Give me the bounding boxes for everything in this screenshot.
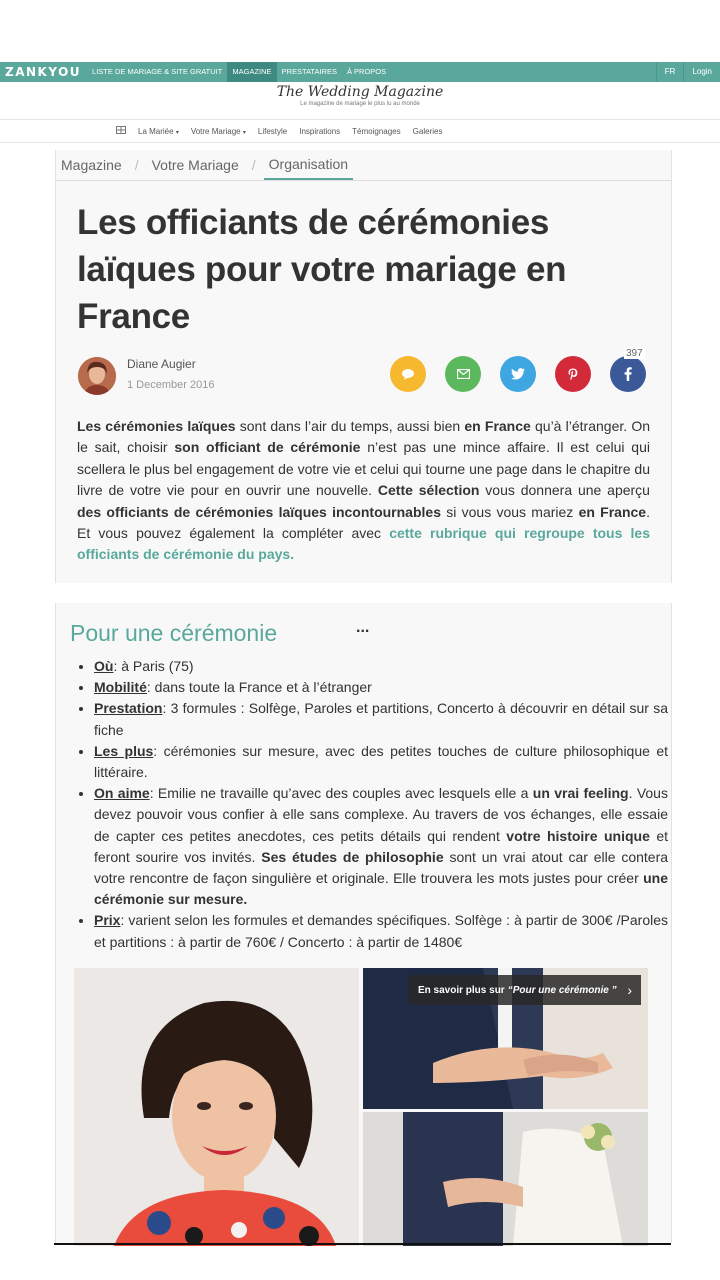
- breadcrumb-votre-mariage[interactable]: Votre Mariage: [151, 157, 239, 173]
- subnav-galeries[interactable]: Galeries: [412, 126, 443, 136]
- comment-icon[interactable]: [390, 356, 426, 392]
- grid-icon[interactable]: [116, 126, 126, 136]
- list-item: [94, 656, 668, 677]
- magazine-brand: [0, 84, 720, 107]
- email-icon[interactable]: [445, 356, 481, 392]
- bottom-divider: [54, 1243, 671, 1245]
- breadcrumb-separator: /: [134, 157, 139, 173]
- detail-key: Mobilité: [94, 679, 147, 696]
- breadcrumb-organisation[interactable]: Organisation: [264, 150, 353, 180]
- intro-text: vous donnera une aperçu: [479, 482, 650, 499]
- intro-bold: Cette sélection: [377, 482, 480, 499]
- detail-key: On aime: [94, 785, 150, 802]
- detail-value: : cérémonies sur mesure, avec des petites touches de culture philosophique et littéraire.: [94, 742, 668, 781]
- pinterest-icon[interactable]: [555, 356, 591, 392]
- magazine-title[interactable]: The Wedding Magazine: [276, 84, 444, 100]
- detail-bold: votre histoire unique: [506, 827, 650, 844]
- intro-text: si vous vous mariez: [440, 503, 579, 520]
- detail-key: Où: [94, 658, 114, 674]
- subnav-lifestyle[interactable]: Lifestyle: [257, 126, 288, 136]
- couple-hands-photo[interactable]: [363, 1112, 648, 1246]
- detail-value: : à Paris (75): [113, 658, 194, 674]
- facebook-icon[interactable]: [610, 356, 646, 392]
- breadcrumb-separator: /: [251, 157, 256, 173]
- detail-value: et feront sourire vos invités.: [94, 827, 668, 865]
- detail-value: : 3 formules : Solfège, Paroles et partitions, Concerto à découvrir en détail sur sa fiche: [94, 700, 668, 738]
- author-avatar[interactable]: [78, 357, 116, 395]
- see-more-label: En savoir plus sur: [418, 984, 505, 996]
- top-nav: [87, 62, 391, 82]
- login-link[interactable]: Login: [683, 62, 720, 82]
- chevron-down-icon: ▾: [242, 129, 246, 136]
- detail-value: sont un vrai atout car elle contera votre rencontre de façon singulière et originale. Elle trouvera les mots justes pour créer: [94, 848, 669, 887]
- article-intro: [77, 416, 650, 566]
- top-bar: [0, 62, 720, 82]
- subnav-votre-mariage[interactable]: [191, 127, 246, 136]
- intro-bold: son officiant de cérémonie: [174, 439, 361, 456]
- author-name[interactable]: Diane Augier: [127, 357, 196, 371]
- see-more-button[interactable]: [409, 975, 641, 1005]
- detail-bold: un vrai feeling: [532, 785, 629, 802]
- intro-text: qu’à l’étranger. On le sait, choisir: [77, 418, 650, 456]
- article-title: Les officiants de cérémonies laïques pour votre mariage en France: [77, 203, 567, 336]
- detail-key: Les plus: [94, 742, 154, 759]
- category-nav: [0, 119, 720, 143]
- breadcrumb-magazine[interactable]: Magazine: [61, 157, 122, 173]
- detail-bold: une cérémonie sur mesure.: [94, 870, 668, 908]
- intro-bold: des officiants de cérémonies laïques incontournables: [77, 503, 441, 520]
- magazine-subtitle: Le magazine de mariage le plus lu au monde: [300, 101, 420, 107]
- intro-bold: en France: [464, 418, 531, 434]
- list-item: [94, 677, 668, 698]
- detail-value: : varient selon les formules et demandes spécifiques. Solfège : à partir de 300€ /Paroles et partitions : à partir de 760€ / Concerto : à partir de 1480€: [94, 912, 668, 950]
- subnav-la-mariee[interactable]: [138, 127, 179, 136]
- chevron-right-icon: ›: [627, 982, 632, 998]
- subnav-label: Votre Mariage: [190, 126, 241, 136]
- nav-wedding-list[interactable]: LISTE DE MARIAGE & SITE GRATUIT: [92, 67, 223, 76]
- intro-text: n’est pas une mince affaire. Il est celui qui scellera le plus bel engagement de votre vie et celui qui tourne une page dans le chapitre du livre de votre vie pour en ouvrir une nouvelle.: [77, 439, 650, 499]
- intro-text: sont dans l’air du temps, aussi bien: [235, 418, 465, 434]
- zankyou-logo[interactable]: ZANKYOU: [5, 65, 82, 79]
- officiant-portrait-photo[interactable]: [74, 968, 359, 1246]
- nav-about[interactable]: À PROPOS: [346, 67, 387, 76]
- list-item: [94, 741, 668, 783]
- nav-vendors[interactable]: PRESTATAIRES: [281, 67, 337, 76]
- chevron-down-icon: ▾: [175, 129, 179, 136]
- detail-value: . Vous devez pouvoir vous confier à elle sans complexe. Au travers de vos échanges, elle essaie de capter ces petites anecdotes, ces petits détails qui rendent: [94, 785, 668, 844]
- article-card: [55, 150, 672, 583]
- language-selector[interactable]: FR: [656, 62, 684, 82]
- detail-key: Prix: [94, 912, 121, 929]
- more-options-icon[interactable]: ...: [356, 619, 370, 636]
- top-right: [656, 62, 720, 82]
- vendor-heading[interactable]: Pour une cérémonie: [70, 620, 278, 646]
- subnav-label: La Mariée: [138, 126, 174, 136]
- detail-value: : Emilie ne travaille qu’avec des couples avec lesquels elle a: [149, 785, 533, 802]
- vendor-details-list: [77, 656, 668, 953]
- detail-bold: Ses études de philosophie: [261, 848, 444, 865]
- intro-bold: Les cérémonies laïques: [77, 418, 236, 434]
- publish-date: 1 December 2016: [127, 379, 215, 391]
- subnav-inspirations[interactable]: Inspirations: [299, 126, 341, 136]
- list-item: [94, 783, 668, 910]
- twitter-icon[interactable]: [500, 356, 536, 392]
- vendor-card: [55, 603, 672, 1243]
- nav-magazine[interactable]: MAGAZINE: [227, 62, 276, 82]
- detail-key: Prestation: [94, 700, 163, 717]
- officiants-directory-link[interactable]: cette rubrique qui regroupe tous les officiants de cérémonie du pays.: [77, 525, 650, 563]
- intro-text: . Et vous pouvez également la compléter avec: [77, 503, 650, 542]
- list-item: [94, 910, 668, 952]
- share-count-badge: 397: [626, 348, 643, 359]
- breadcrumb: [56, 150, 671, 181]
- intro-bold: en France: [578, 503, 647, 520]
- subnav-temoignages[interactable]: Témoignages: [352, 126, 401, 136]
- see-more-vendor-name: “Pour une cérémonie ”: [507, 984, 617, 996]
- list-item: [94, 698, 668, 740]
- detail-value: : dans toute la France et à l’étranger: [146, 679, 372, 696]
